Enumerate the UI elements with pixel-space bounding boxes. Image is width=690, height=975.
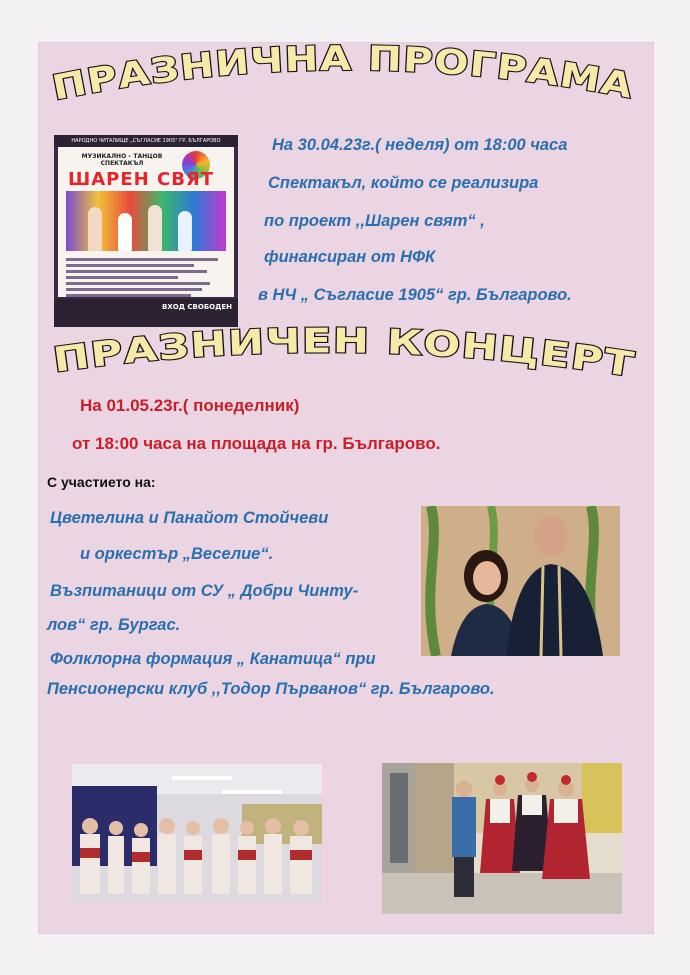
poster-header: НАРОДНО ЧИТАЛИЩЕ „СЪГЛАСИЕ 1905" ГР. БЪЛГАРОВО: [54, 135, 238, 147]
concert-date: На 01.05.23г.( понеделник): [80, 396, 300, 415]
participant-1-line-1: Цветелина и Панайот Стойчеви: [50, 509, 329, 527]
folklore-group-photo: [382, 763, 622, 914]
participant-2-line-1: Възпитаници от СУ „ Добри Чинту-: [50, 582, 359, 600]
folklore-illustration: [382, 763, 622, 914]
concert-time-place: от 18:00 часа на площада на гр. Българово.: [72, 434, 441, 453]
participants-heading: С участието на:: [47, 474, 156, 490]
participant-1-line-2: и оркестър „Веселие“.: [80, 545, 274, 563]
students-illustration: [72, 764, 322, 902]
child-figure: [118, 213, 132, 251]
program-project: по проект ,,Шарен свят“ ,: [264, 212, 485, 230]
child-figure: [88, 207, 102, 251]
concert-title: ПРАЗНИЧЕН КОНЦЕРТ: [50, 321, 631, 385]
singers-photo: [421, 506, 620, 656]
poster-footer: [54, 299, 238, 327]
child-figure: [178, 211, 192, 251]
poster-free-entry: ВХОД СВОБОДЕН: [162, 303, 232, 311]
program-title: ПРАЗНИЧНА ПРОГРАМА: [49, 38, 632, 109]
participant-2-line-2: лов“ гр. Бургас.: [47, 616, 181, 634]
students-photo: [72, 764, 322, 902]
poster-body: [58, 147, 234, 297]
stage-picture: [66, 191, 226, 251]
program-funding: финансиран от НФК: [264, 248, 436, 266]
event-poster: [54, 135, 238, 327]
participant-3-line-2: Пенсионерски клуб ,,Тодор Първанов“ гр. Българово.: [47, 680, 495, 698]
program-description: Спектакъл, който се реализира: [268, 174, 539, 192]
singers-illustration: [421, 506, 620, 656]
participant-3-line-1: Фолклорна формация „ Канатица“ при: [50, 650, 376, 668]
program-date: На 30.04.23г.( неделя) от 18:00 часа: [272, 136, 568, 154]
poster-title: ШАРЕН СВЯТ: [68, 169, 215, 190]
child-figure: [148, 205, 162, 251]
program-venue: в НЧ „ Съгласие 1905“ гр. Българово.: [258, 286, 572, 304]
poster-subtitle: МУЗИКАЛНО – ТАНЦОВ СПЕКТАКЪЛ: [81, 153, 163, 167]
